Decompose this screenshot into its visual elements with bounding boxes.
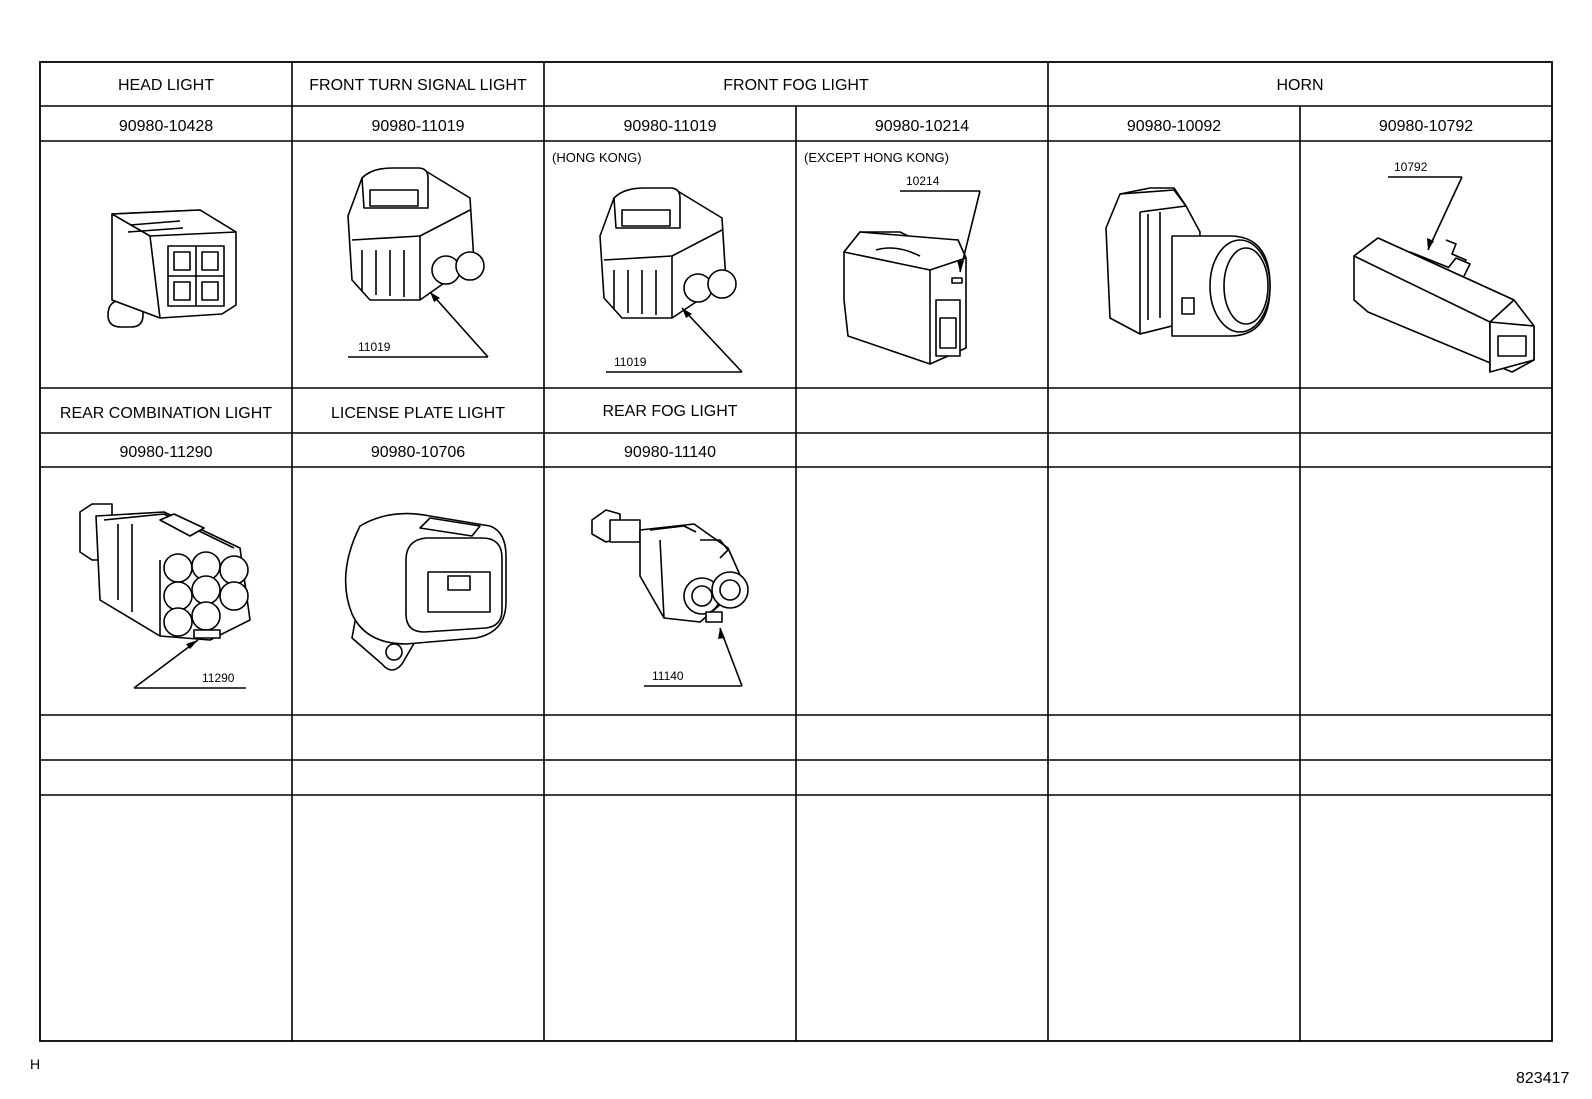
connector-oval-icon xyxy=(346,514,506,670)
part-number: 90980-11019 xyxy=(623,118,717,135)
header-head-light: HEAD LIGHT xyxy=(117,77,215,94)
part-number: 90980-10214 xyxy=(874,118,970,135)
part-number: 90980-10706 xyxy=(370,444,466,461)
callout-label: 11019 xyxy=(614,355,647,369)
connector-2pin-round-icon xyxy=(348,168,484,300)
callout-11019-front-turn xyxy=(348,292,488,357)
callout-label: 11290 xyxy=(202,671,235,685)
note-hong-kong: (HONG KONG) xyxy=(552,150,642,165)
header-rear-fog-light: REAR FOG LIGHT xyxy=(602,403,738,420)
part-number: 90980-11019 xyxy=(371,118,465,135)
part-number: 90980-11140 xyxy=(624,444,716,461)
connector-flat-housing-icon xyxy=(844,232,966,364)
callout-label: 11140 xyxy=(652,669,684,683)
callout-label: 10792 xyxy=(1394,160,1428,174)
connector-headlight-icon xyxy=(108,210,236,327)
header-front-fog-light: FRONT FOG LIGHT xyxy=(723,77,869,94)
callout-11290 xyxy=(134,640,246,688)
connector-6pin-round-icon xyxy=(80,504,250,640)
figure-number: 823417 xyxy=(1516,1070,1570,1087)
connector-waterproof-2pin-icon xyxy=(592,510,748,622)
header-front-turn-signal-light: FRONT TURN SIGNAL LIGHT xyxy=(309,77,527,94)
note-except-hong-kong: (EXCEPT HONG KONG) xyxy=(804,150,949,165)
part-number: 90980-10092 xyxy=(1126,118,1222,135)
connector-single-pin-icon xyxy=(1354,238,1534,372)
callout-10792 xyxy=(1388,160,1462,250)
part-number: 90980-11290 xyxy=(119,444,213,461)
part-number: 90980-10428 xyxy=(118,118,214,135)
connector-horn-round-icon xyxy=(1106,188,1270,336)
header-rear-combination-light: REAR COMBINATION LIGHT xyxy=(59,405,273,422)
callout-label: 11019 xyxy=(358,340,391,354)
header-license-plate-light: LICENSE PLATE LIGHT xyxy=(331,405,505,422)
callout-label: 10214 xyxy=(906,174,940,188)
part-number: 90980-10792 xyxy=(1378,118,1474,135)
callout-11140 xyxy=(644,628,742,686)
header-horn: HORN xyxy=(1276,77,1324,94)
section-letter: H xyxy=(30,1056,41,1072)
connector-2pin-round-icon xyxy=(600,188,736,318)
